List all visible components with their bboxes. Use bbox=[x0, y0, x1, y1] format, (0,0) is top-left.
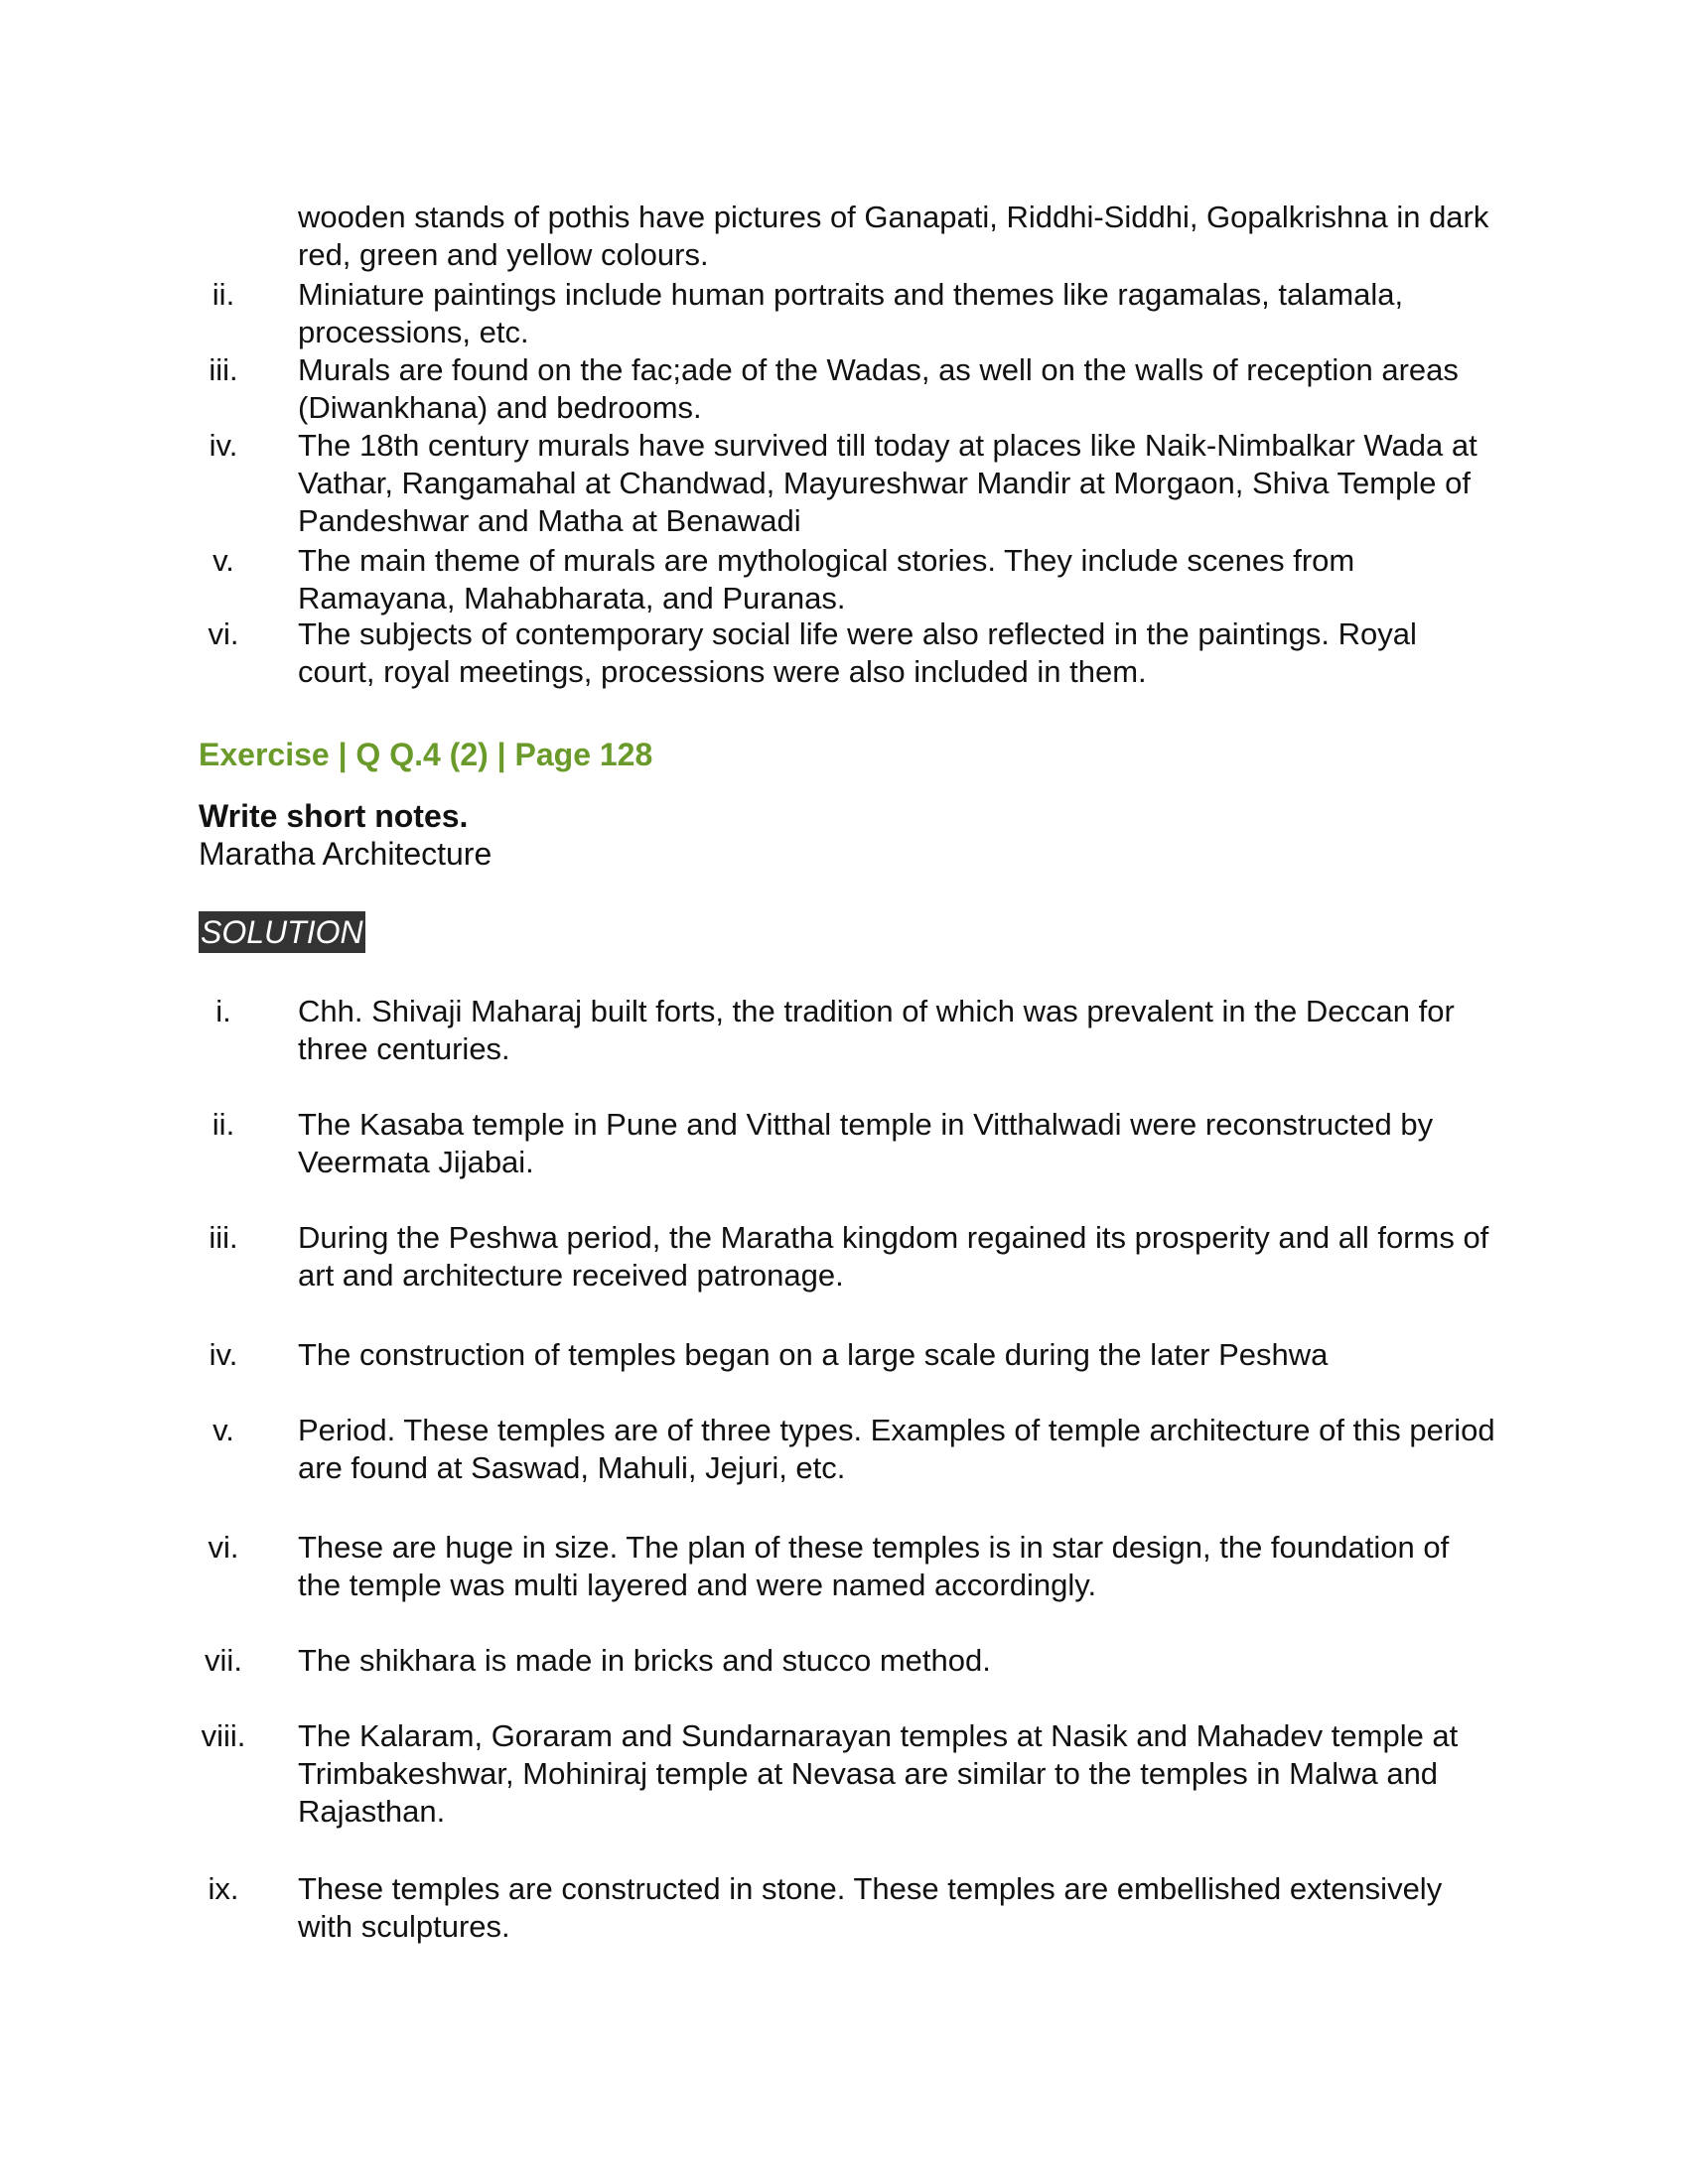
list-numeral: vi. bbox=[208, 1530, 239, 1565]
list-text: Miniature paintings include human portraits and themes like ragamalas, talamala, processions, etc. bbox=[298, 277, 1404, 349]
list-text: The shikhara is made in bricks and stucco method. bbox=[298, 1643, 991, 1678]
list-numeral: iii. bbox=[209, 1220, 238, 1255]
question-title: Write short notes. bbox=[199, 798, 469, 834]
list-text: Period. These temples are of three types. Examples of temple architecture of this period are found at Saswad, Mahuli, Jejuri, etc. bbox=[298, 1413, 1495, 1485]
list-numeral: ii. bbox=[211, 277, 235, 312]
solution-label: SOLUTION bbox=[199, 911, 365, 953]
list-numeral: iv. bbox=[209, 428, 238, 463]
list-text: These are huge in size. The plan of these temples is in star design, the foundation of the temple was multi layered and were named accordingly. bbox=[298, 1530, 1450, 1602]
list-numeral: v. bbox=[212, 543, 234, 578]
list-numeral: i. bbox=[215, 994, 231, 1028]
list-text: The Kasaba temple in Pune and Vitthal temple in Vitthalwadi were reconstructed by Veermata Jijabai. bbox=[298, 1107, 1434, 1179]
list-text: The main theme of murals are mythological stories. They include scenes from Ramayana, Mahabharata, and Puranas. bbox=[298, 543, 1355, 615]
list-text: wooden stands of pothis have pictures of Ganapati, Riddhi-Siddhi, Gopalkrishna in dark red, green and yellow colours. bbox=[298, 200, 1489, 272]
list-text: These temples are constructed in stone. These temples are embellished extensively with sculptures. bbox=[298, 1871, 1443, 1944]
list-numeral: iii. bbox=[209, 352, 238, 387]
list-text: The construction of temples began on a large scale during the later Peshwa bbox=[298, 1337, 1329, 1372]
exercise-heading: Exercise | Q Q.4 (2) | Page 128 bbox=[199, 737, 653, 772]
list-numeral: vi. bbox=[208, 616, 239, 651]
list-text: The Kalaram, Goraram and Sundarnarayan temples at Nasik and Mahadev temple at Trimbakeshwar, Mohiniraj temple at Nevasa are similar to the temples in Malwa and Rajasthan. bbox=[298, 1718, 1459, 1829]
list-text: The 18th century murals have survived till today at places like Naik-Nimbalkar Wada at Vathar, Rangamahal at Chandwad, Mayureshwar Mandir at Morgaon, Shiva Temple of Pandeshwar and Matha at Benawadi bbox=[298, 428, 1477, 538]
list-numeral: ix. bbox=[208, 1871, 239, 1906]
list-numeral: v. bbox=[212, 1413, 234, 1447]
list-text: Murals are found on the fac;ade of the Wadas, as well on the walls of reception areas (Diwankhana) and bedrooms. bbox=[298, 352, 1459, 425]
list-text: During the Peshwa period, the Maratha kingdom regained its prosperity and all forms of art and architecture received patronage. bbox=[298, 1220, 1489, 1293]
list-numeral: viii. bbox=[201, 1718, 246, 1753]
list-text: The subjects of contemporary social life were also reflected in the paintings. Royal court, royal meetings, processions were also included in them. bbox=[298, 616, 1417, 689]
question-subtitle: Maratha Architecture bbox=[199, 836, 492, 872]
list-numeral: ii. bbox=[211, 1107, 235, 1142]
list-numeral: iv. bbox=[209, 1337, 238, 1372]
list-text: Chh. Shivaji Maharaj built forts, the tradition of which was prevalent in the Deccan for three centuries. bbox=[298, 994, 1455, 1066]
list-numeral: vii. bbox=[205, 1643, 242, 1678]
